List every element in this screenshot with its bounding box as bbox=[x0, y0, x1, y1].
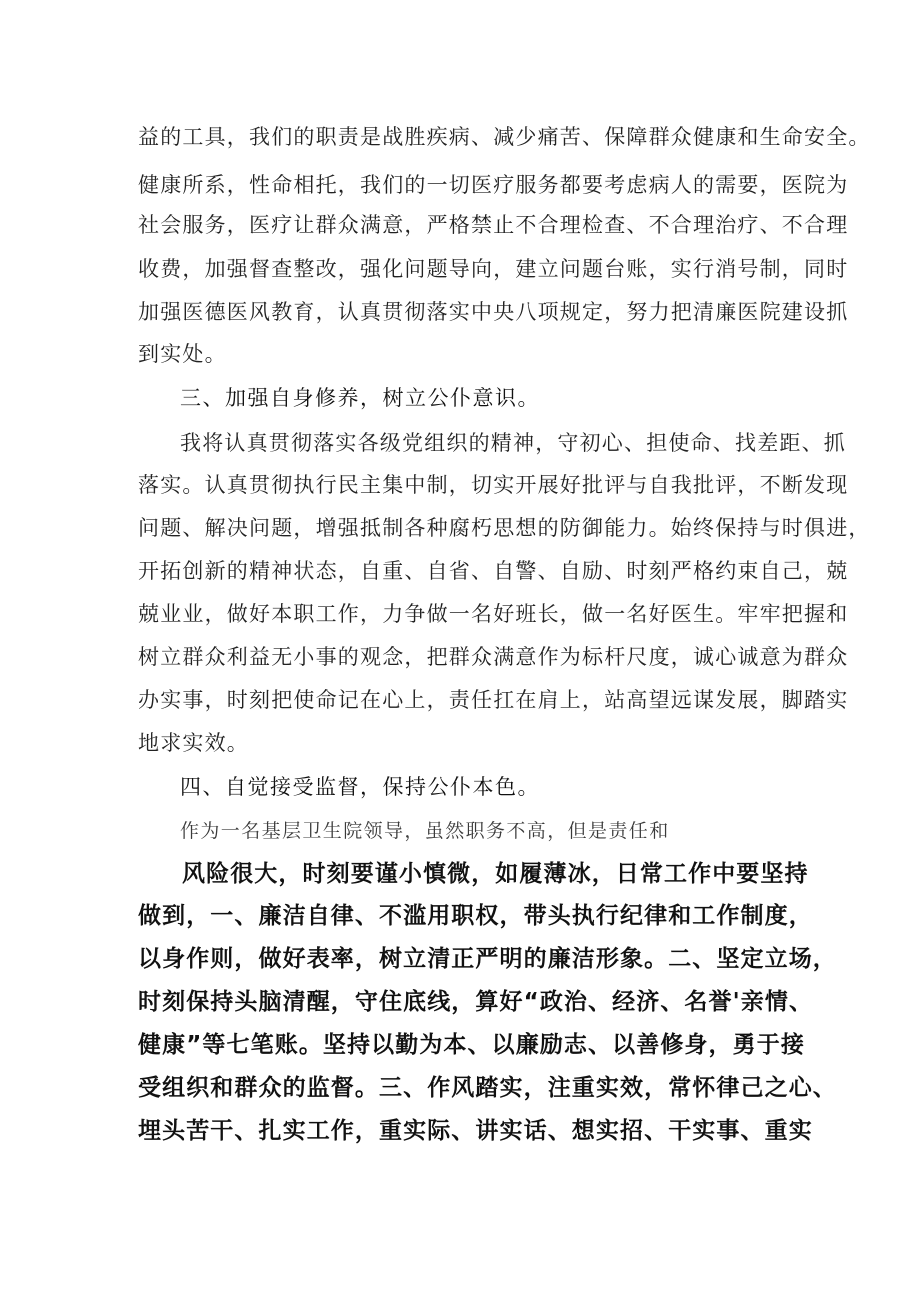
paragraph-line-bold: 风险很大，时刻要谨小慎微，如履薄冰，日常工作中要坚持 bbox=[182, 861, 809, 887]
paragraph-line-bold: 以身作则，做好表率，树立清正严明的廉洁形象。二、坚定立场， bbox=[138, 946, 837, 972]
paragraph-line-bold: 健康”等七笔账。坚持以勤为本、以廉励志、以善修身，勇于接 bbox=[138, 1032, 805, 1058]
paragraph-line-bold: 埋头苦干、扎实工作，重实际、讲实话、想实招、干实事、重实 bbox=[138, 1118, 813, 1144]
paragraph-line: 兢业业，做好本职工作，力争做一名好班长，做一名好医生。牢牢把握和 bbox=[138, 602, 849, 626]
paragraph-line: 作为一名基层卫生院领导，虽然职务不高，但是责任和 bbox=[180, 820, 670, 842]
paragraph-line: 树立群众利益无小事的观念，把群众满意作为标杆尺度，诚心诚意为群众 bbox=[138, 645, 849, 669]
paragraph-line: 健康所系，性命相托，我们的一切医疗服务都要考虑病人的需要，医院为 bbox=[138, 173, 849, 197]
paragraph-line: 加强医德医风教育，认真贯彻落实中央八项规定，努力把清廉医院建设抓 bbox=[138, 300, 849, 324]
paragraph-line-bold: 时刻保持头脑清醒，守住底线，算好“政治、经济、名誉'亲情、 bbox=[138, 989, 814, 1015]
paragraph-line-bold: 做到，一、廉洁自律、不滥用职权，带头执行纪律和工作制度， bbox=[138, 903, 813, 929]
paragraph-line: 社会服务，医疗让群众满意，严格禁止不合理检查、不合理治疗、不合理 bbox=[138, 213, 849, 237]
paragraph-line: 办实事，时刻把使命记在心上，责任扛在肩上，站高望远谋发展，脚踏实 bbox=[138, 688, 849, 712]
section-heading-4: 四、自觉接受监督，保持公仆本色。 bbox=[180, 775, 540, 799]
paragraph-line-bold: 受组织和群众的监督。三、作风踏实，注重实效，常怀律己之心、 bbox=[138, 1075, 837, 1101]
paragraph-line: 到实处。 bbox=[138, 342, 227, 366]
paragraph-line: 我将认真贯彻落实各级党组织的精神，守初心、担使命、找差距、抓 bbox=[180, 431, 846, 455]
paragraph-line: 益的工具，我们的职责是战胜疾病、减少痛苦、保障群众健康和生命安全。 bbox=[138, 125, 871, 149]
paragraph-line: 收费，加强督查整改，强化问题导向，建立问题台账，实行消号制，同时 bbox=[138, 257, 849, 281]
section-heading-3: 三、加强自身修养，树立公仆意识。 bbox=[180, 386, 540, 410]
paragraph-line: 问题、解决问题，增强抵制各种腐朽思想的防御能力。始终保持与时俱进， bbox=[138, 516, 871, 540]
paragraph-line: 开拓创新的精神状态，自重、自省、自警、自励、时刻严格约束自己，兢 bbox=[138, 559, 849, 583]
paragraph-line: 地求实效。 bbox=[138, 731, 249, 755]
paragraph-line: 落实。认真贯彻执行民主集中制，切实开展好批评与自我批评，不断发现 bbox=[138, 473, 849, 497]
